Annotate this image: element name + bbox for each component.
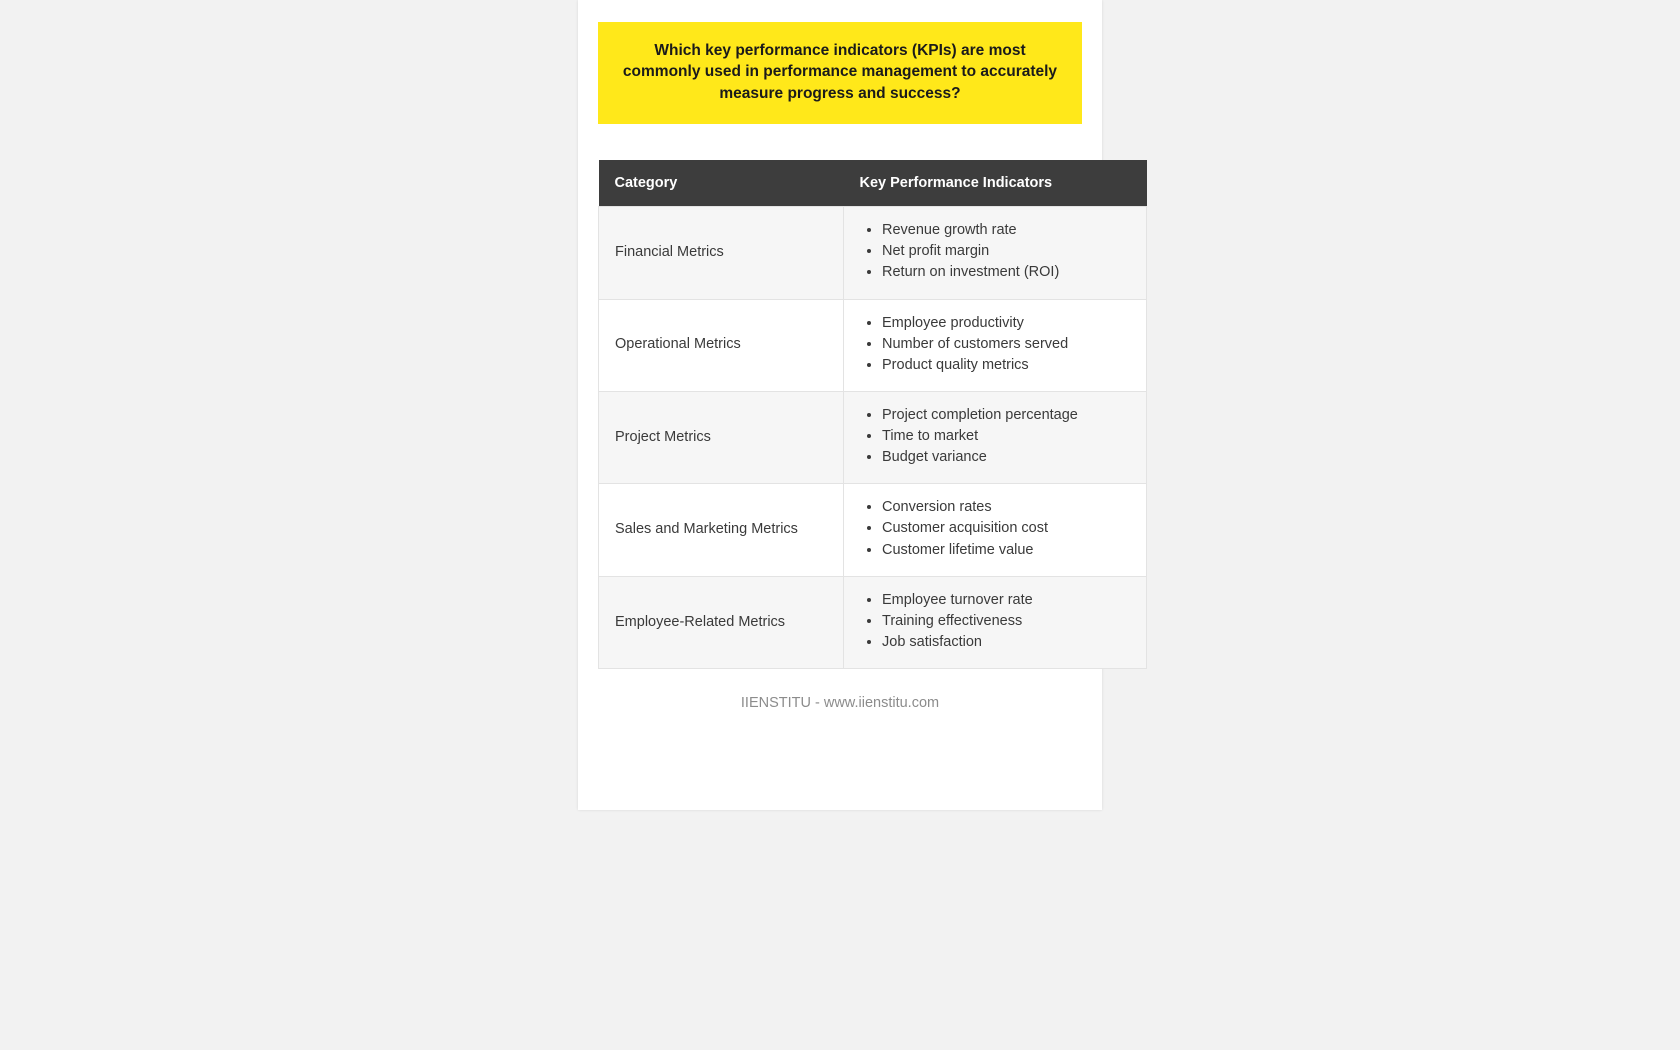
list-item: • Customer acquisition cost: [882, 519, 1130, 538]
list-item: • Return on investment (ROI): [882, 263, 1130, 282]
column-header-category: Category: [599, 160, 844, 207]
table-body: [599, 207, 1147, 669]
list-item: • Revenue growth rate: [882, 221, 1130, 240]
kpi-list: [860, 221, 1130, 282]
list-item: • Customer lifetime value: [882, 541, 1130, 560]
table-row: [599, 207, 1147, 299]
kpi-list-cell: [844, 207, 1147, 299]
table-row: [599, 391, 1147, 483]
kpi-list-cell: [844, 576, 1147, 668]
list-item: • Employee productivity: [882, 314, 1130, 333]
list-item: • Number of customers served: [882, 335, 1130, 354]
table-header: [599, 160, 1147, 207]
category-cell: Financial Metrics: [599, 207, 844, 299]
document-page: [578, 0, 1102, 810]
kpi-list: [860, 314, 1130, 375]
kpi-list: [860, 498, 1130, 559]
list-item: • Product quality metrics: [882, 356, 1130, 375]
list-item: • Training effectiveness: [882, 612, 1130, 631]
table-row: [599, 484, 1147, 576]
list-item: • Budget variance: [882, 448, 1130, 467]
list-item: • Conversion rates: [882, 498, 1130, 517]
kpi-list: [860, 591, 1130, 652]
category-cell: Project Metrics: [599, 391, 844, 483]
category-cell: Operational Metrics: [599, 299, 844, 391]
category-cell: Sales and Marketing Metrics: [599, 484, 844, 576]
footer-attribution: IIENSTITU - www.iienstitu.com: [740, 695, 940, 711]
column-header-kpis: Key Performance Indicators: [844, 160, 1147, 207]
category-cell: Employee-Related Metrics: [599, 576, 844, 668]
kpi-table: [598, 160, 1147, 669]
list-item: • Job satisfaction: [882, 633, 1130, 652]
kpi-list: [860, 406, 1130, 467]
table-header-row: [599, 160, 1147, 207]
list-item: • Employee turnover rate: [882, 591, 1130, 610]
table-row: [599, 576, 1147, 668]
kpi-list-cell: [844, 391, 1147, 483]
kpi-list-cell: [844, 484, 1147, 576]
table-row: [599, 299, 1147, 391]
kpi-list-cell: [844, 299, 1147, 391]
list-item: • Time to market: [882, 427, 1130, 446]
question-banner: Which key performance indicators (KPIs) are most commonly used in performance management to accurately measure progress and success?: [598, 22, 1082, 124]
list-item: • Project completion percentage: [882, 406, 1130, 425]
list-item: • Net profit margin: [882, 242, 1130, 261]
